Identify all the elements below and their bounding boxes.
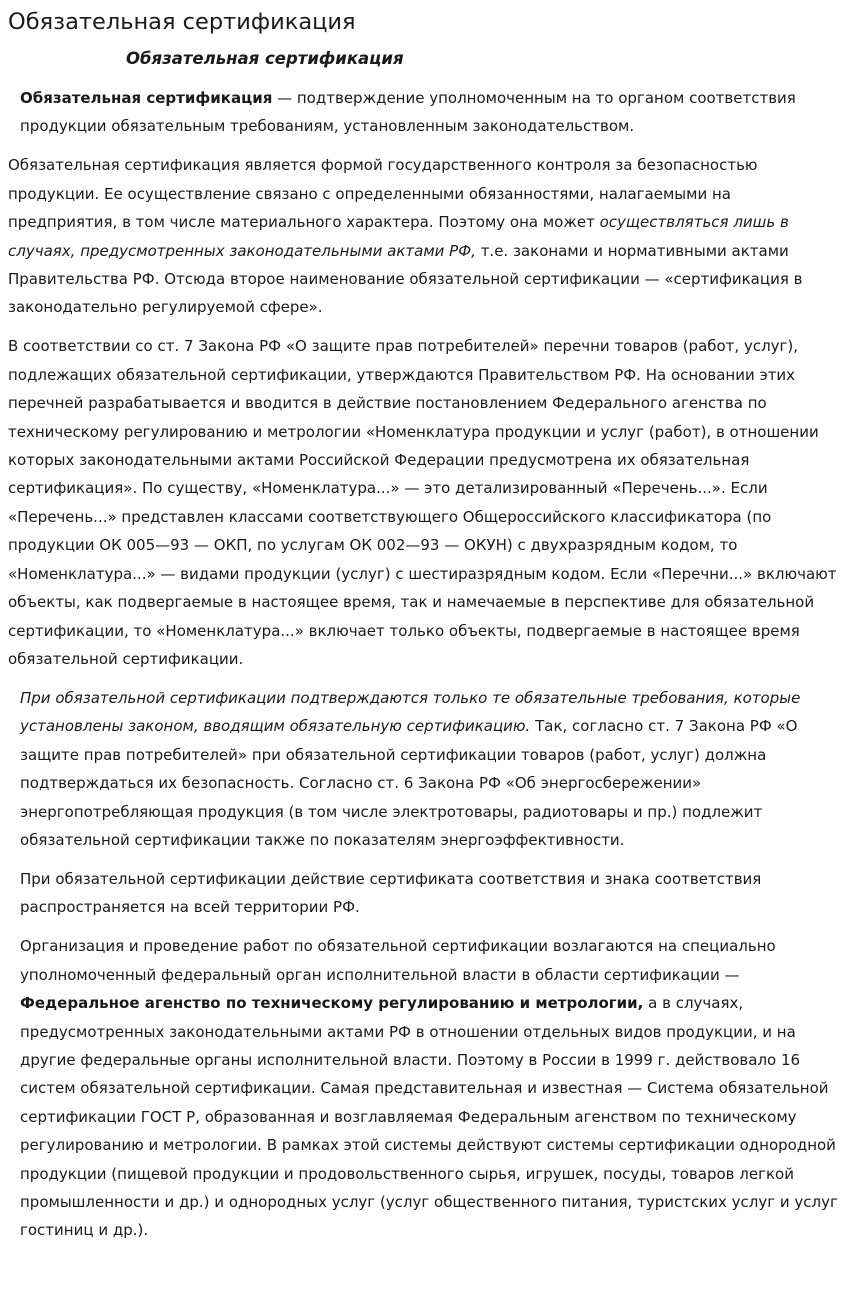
paragraph-text: т.е. законами и нормативными актами Правительства РФ. Отсюда второе наименование обязательной сертификации — «сертификация в законодательно регулируемой сфере». (8, 241, 803, 317)
emphasis-text: При обязательной сертификации подтверждаются только те обязательные требования, которые установлены законом, вводящим обязательную сертификацию. (20, 688, 801, 736)
paragraph-text: а в случаях, предусмотренных законодательными актами РФ в отношении отдельных видов продукции, и на другие федеральные органы исполнительной власти. Поэтому в России в 1999 г. действовало 16 систем обязательной сертификации. Самая представительная и известная — Система обязательной сертификации ГОСТ Р, образованная и возглавляемая Федеральным агенством по техническому регулированию и метрологии. В рамках этой системы действуют системы сертификации однородной продукции (пищевой продукции и продовольственного сырья, игрушек, посуды, товаров легкой промышленности и др.) и однородных услуг (услуг общественного питания, туристских услуг и услуг гостиниц и др.). (20, 994, 838, 1240)
paragraph-text: Обязательная сертификация является формой государственного контроля за безопасностью продукции. Ее осуществление связано с определенными обязанностями, налагаемыми на предприятия, в том числе материального характера. Поэтому она может (8, 156, 758, 232)
definition-text: — подтверждение уполномоченным на то органом соответствия продукции обязательным требованиям, установленным законодательством. (20, 89, 796, 136)
paragraph-lists: В соответствии со ст. 7 Закона РФ «О защите прав потребителей» перечни товаров (работ, услуг), подлежащих обязательной сертификации, утверждаются Правительством РФ. На основании этих перечней разрабатывается и вводится в действие постановлением Федерального агенства по техническому регулированию и метрологии «Номенклатура продукции и услуг (работ), в отношении которых законодательными актами Российской Федерации предусмотрена их обязательная сертификация». По существу, «Номенклатура...» — это детализированный «Перечень...». Если «Перечень...» представлен классами соответствующего Общероссийского классификатора (по продукции ОК 005—93 — ОКП, по услугам ОК 002—93 — ОКУН) с двухразрядным кодом, то «Номенклатура...» — видами продукции (услуг) с шестиразрядным кодом. Если «Перечни...» включают объекты, как подвергаемые в настоящее время, так и намечаемые в перспективе для обязательной сертификации, то «Номенклатура...» включает только объекты, подвергаемые в настоящее время обязательной сертификации. (8, 337, 837, 668)
agency-name: Федеральное агенство по техническому регулированию и метрологии, (20, 994, 644, 1013)
document-page (0, 8, 847, 1245)
paragraph-territory: При обязательной сертификации действие сертификата соответствия и знака соответствия распространяется на всей территории РФ. (20, 869, 762, 917)
paragraph-text: Организация и проведение работ по обязательной сертификации возлагаются на специально уполномоченный федеральный орган исполнительной власти в области сертификации — (20, 937, 776, 984)
paragraph-text: Так, согласно ст. 7 Закона РФ «О защите прав потребителей» при обязательной сертификации товаров (работ, услуг) должна подтверждаться их безопасность. Согласно ст. 6 Закона РФ «Об энергосбережении» энергопотребляющая продукция (в том числе электротовары, радиотовары и пр.) подлежит обязательной сертификации также по показателям энергоэффективности. (20, 717, 798, 849)
paragraph-state-control (8, 151, 839, 321)
paragraph-organization (8, 932, 839, 1244)
emphasis-text: осуществляться лишь в случаях, предусмотренных законодательными актами РФ, (8, 213, 789, 260)
definition-term: Обязательная сертификация (20, 89, 273, 107)
paragraph-requirements (8, 684, 839, 854)
section-title: Обязательная сертификация (126, 49, 404, 68)
definition-paragraph (8, 84, 839, 141)
page-title: Обязательная сертификация (8, 9, 356, 35)
